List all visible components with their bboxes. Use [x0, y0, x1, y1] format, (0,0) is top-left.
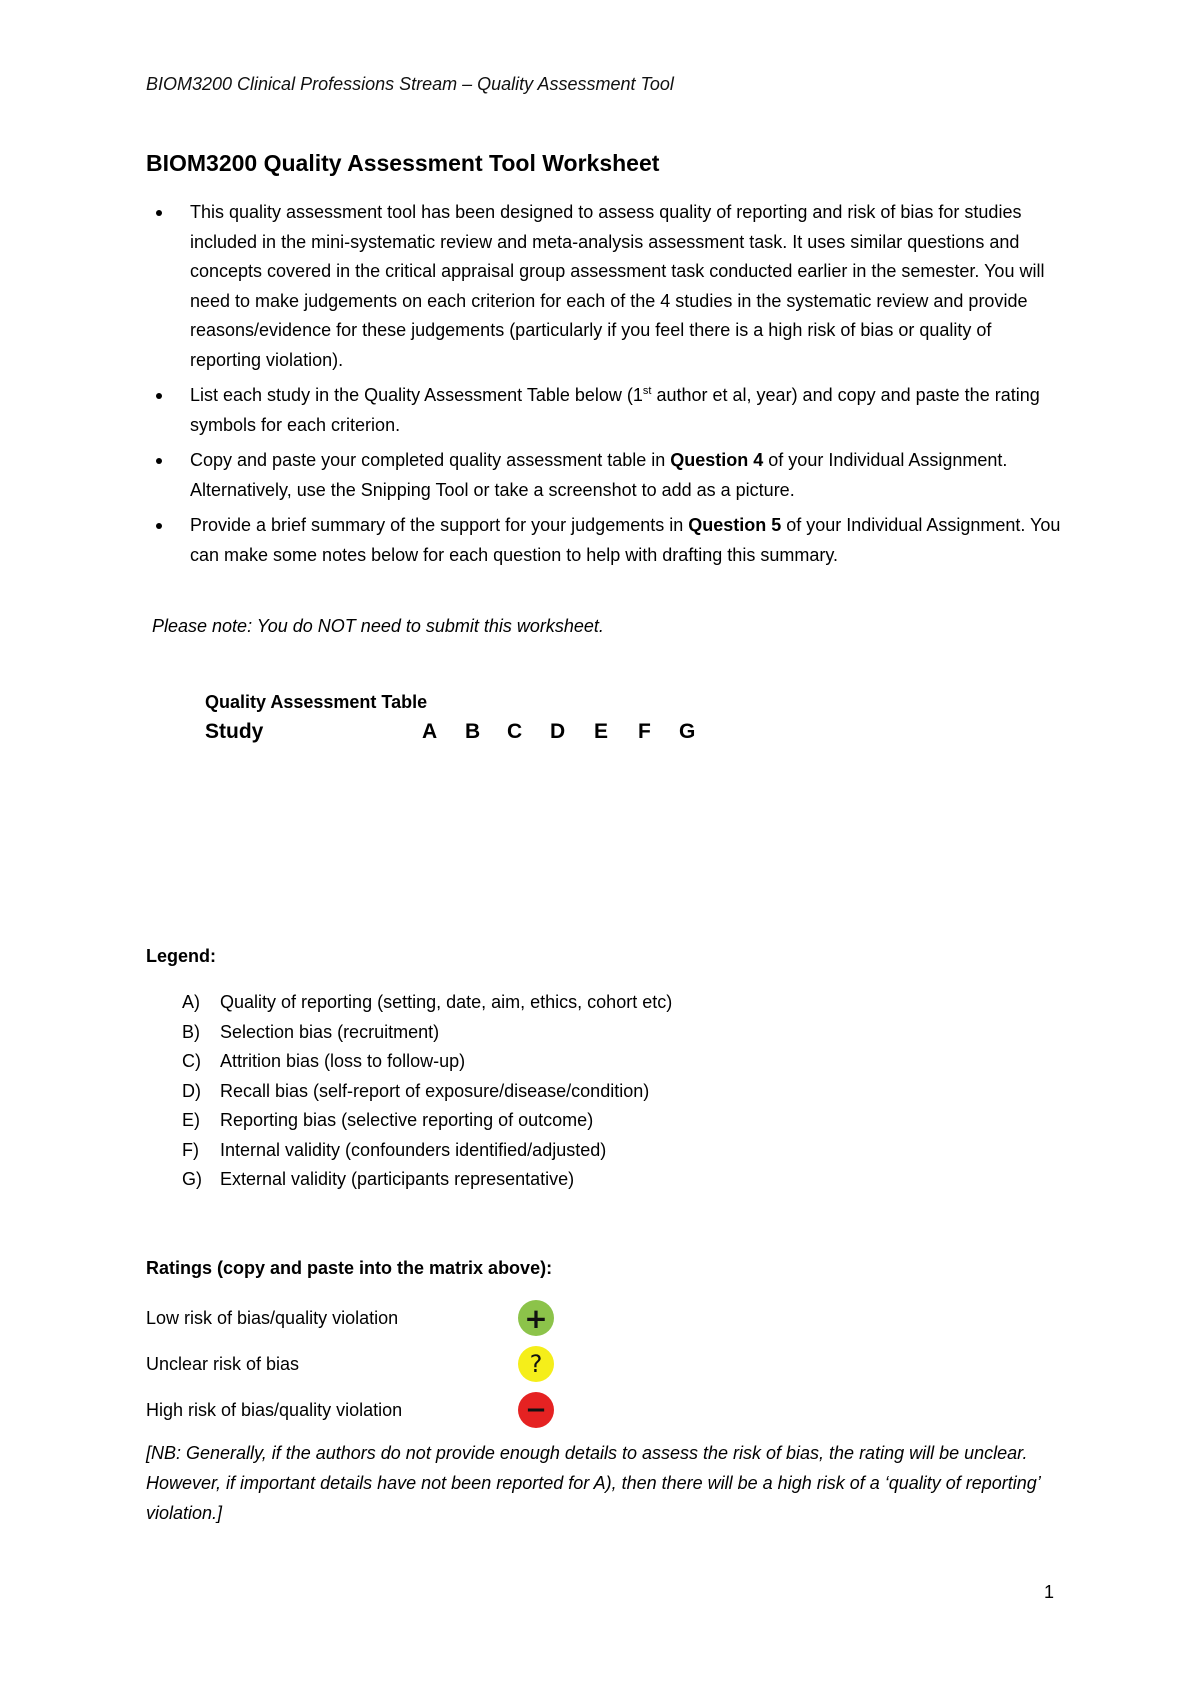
plus-circle-icon: + [518, 1300, 554, 1336]
legend-item [182, 1018, 672, 1048]
legend-key: F) [182, 1139, 199, 1160]
instruction-text: author et al, year) and copy and paste the rating symbols for each criterion. [190, 385, 1040, 435]
legend-text: Internal validity (confounders identified/adjusted) [220, 1139, 607, 1160]
instruction-item [146, 511, 1066, 570]
page-number: 1 [1044, 1582, 1055, 1602]
legend-text: Attrition bias (loss to follow-up) [220, 1051, 466, 1071]
criterion-column-header: G [679, 720, 696, 743]
table-header-row [205, 720, 725, 750]
legend-text: Reporting bias (selective reporting of outcome) [220, 1110, 594, 1130]
ratings-title: Ratings (copy and paste into the matrix above): [146, 1258, 553, 1278]
criterion-column-header: A [422, 720, 438, 743]
bullet-dot [156, 393, 162, 399]
criterion-column-header: F [638, 720, 651, 743]
legend-key: D) [182, 1080, 201, 1101]
legend-text: Selection bias (recruitment) [220, 1021, 440, 1042]
legend-item [182, 1077, 672, 1107]
study-column-header: Study [205, 720, 264, 743]
legend-key: G) [182, 1169, 202, 1189]
instruction-item [146, 381, 1066, 440]
rating-label: Unclear risk of bias [146, 1354, 300, 1374]
instruction-item [146, 198, 1066, 375]
rating-row-high [146, 1392, 566, 1430]
bullet-dot [156, 458, 162, 464]
instruction-text: This quality assessment tool has been designed to assess quality of reporting and risk of bias for studies included in the mini-systematic review and meta-analysis assessment task. It uses similar questions and concepts covered in the critical appraisal group assessment task conducted earlier in the semester. You will need to make judgements on each criterion for each of the 4 studies in the systematic review and provide reasons/evidence for these judgements (particularly if you feel there is a high risk of bias or quality of reporting violation). [190, 202, 1045, 370]
nb-note: [NB: Generally, if the authors do not provide enough details to assess the risk of bias, the rating will be unclear. However, if important details have not been reported for A), then there will be a high risk of a ‘quality of reporting’ violation.] [146, 1443, 1040, 1523]
instructions-list [146, 198, 1066, 576]
legend-item [182, 1047, 672, 1077]
legend-key: A) [182, 992, 200, 1012]
legend-key: B) [182, 1021, 200, 1042]
rating-label: High risk of bias/quality violation [146, 1400, 403, 1420]
bullet-dot [156, 523, 162, 529]
instruction-text: of your Individual Assignment. You can make some notes below for each question to help with drafting this summary. [190, 515, 1061, 565]
legend-text: Quality of reporting (setting, date, aim, ethics, cohort etc) [220, 992, 673, 1012]
submission-note: Please note: You do NOT need to submit this worksheet. [152, 616, 604, 636]
legend-text: Recall bias (self-report of exposure/disease/condition) [220, 1080, 650, 1101]
instruction-text: List each study in the Quality Assessment Table below (1 [190, 385, 643, 405]
running-header: BIOM3200 Clinical Professions Stream – Quality Assessment Tool [146, 74, 674, 94]
legend-item [182, 988, 672, 1018]
instruction-text: Provide a brief summary of the support for your judgements in [190, 515, 689, 535]
legend-key: E) [182, 1110, 200, 1130]
bullet-dot [156, 210, 162, 216]
rating-row-unclear [146, 1346, 566, 1384]
instruction-item [146, 446, 1066, 505]
document-title: BIOM3200 Quality Assessment Tool Worksheet [146, 150, 660, 176]
table-caption: Quality Assessment Table [205, 692, 428, 712]
legend-title: Legend: [146, 946, 216, 966]
criterion-column-header: C [507, 720, 523, 743]
legend-text: External validity (participants representative) [220, 1169, 575, 1189]
rating-row-low [146, 1300, 566, 1338]
question-reference: Question 5 [688, 515, 782, 535]
question-circle-icon: ? [518, 1346, 554, 1382]
instruction-text: of your Individual Assignment. Alternatively, use the Snipping Tool or take a screenshot to add as a picture. [190, 450, 1008, 500]
rating-label: Low risk of bias/quality violation [146, 1308, 399, 1328]
legend-list [182, 988, 672, 1195]
criterion-column-header: E [594, 720, 609, 743]
question-reference: Question 4 [670, 450, 764, 470]
criterion-column-header: B [465, 720, 481, 743]
ordinal-superscript: st [642, 385, 652, 397]
criterion-column-header: D [550, 720, 566, 743]
legend-item [182, 1165, 672, 1195]
minus-circle-icon: − [518, 1392, 554, 1428]
legend-key: C) [182, 1051, 201, 1071]
instruction-text: Copy and paste your completed quality assessment table in [190, 450, 671, 470]
legend-item [182, 1136, 672, 1166]
legend-item [182, 1106, 672, 1136]
